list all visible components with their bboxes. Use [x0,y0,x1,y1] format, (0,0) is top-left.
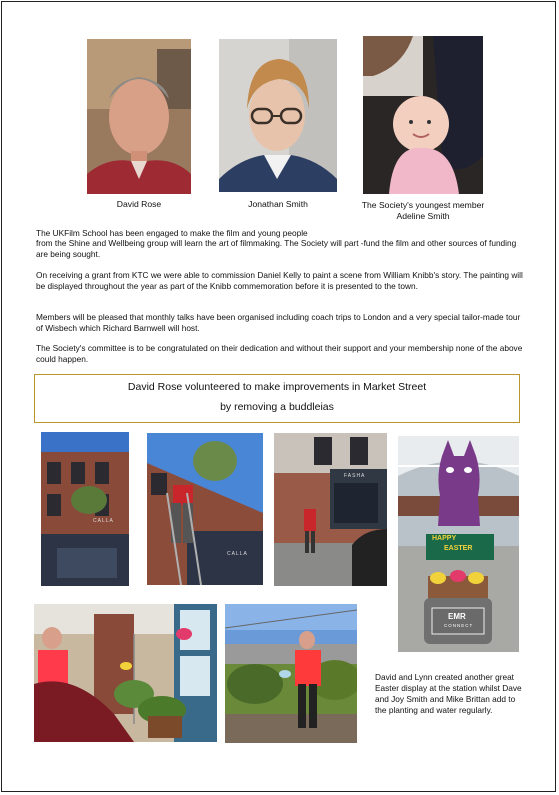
caption-david-rose: David Rose [116,199,162,209]
portrait-adeline-smith [363,36,483,194]
paragraph-committee: The Society's committee is to be congratulated on their dedication and without their support and your membership none of the above could happen. [36,343,523,364]
photo-volunteer-on-ladder [147,433,263,585]
paragraph-painting: On receiving a grant from KTC we were able to commission Daniel Kelly to paint a scene from William Knibb's story. The painting will be displayed throughout the year as part of the Knibb commemoration before it is presented to the town. [36,270,523,291]
portrait-jonathan-smith [219,39,337,192]
shop-sign-text-3: FASHA [344,473,366,479]
caption-adeline-line2: Adeline Smith [396,211,450,221]
planter-label: EMR [448,612,466,621]
paragraph-film-intro: The UKFilm School has been engaged to make the film and young people [36,228,308,238]
photo-station-easter-display [34,604,217,742]
paragraph-film-detail: from the Shine and Wellbeing group will learn the art of filmmaking. The Society will part -fund the film and other sources of funding are being sought. [36,238,517,259]
easter-sign-line1: HAPPY [432,535,457,542]
paragraph-talks: Members will be pleased that monthly talks have been organised including coach trips to London and a very special tailor-made tour of Wisbech which Richard Barnwell will host. [36,312,521,333]
caption-adeline-smith [356,200,490,222]
callout-line2: by removing a buddleias [220,401,334,413]
photo-easter-statue [398,436,519,652]
callout-line1: David Rose volunteered to make improvements in Market Street [127,381,427,393]
caption-adeline-line1: The Society's youngest member [361,200,485,210]
side-caption-easter-display: David and Lynn created another great Easter display at the station whilst Dave and Joy Smith and Mike Brittan add to the planting and water regularly. [375,672,522,715]
caption-jonathan-smith: Jonathan Smith [248,199,308,209]
photo-market-street-shopfront [274,433,387,586]
shop-sign-text-2: CALLA [227,551,248,557]
easter-sign-line2: EASTER [444,545,473,552]
shop-sign-text-1: CALLA [93,518,114,524]
planter-sub-label: CONNECT [444,623,474,628]
callout-box [34,374,520,423]
photo-gardening-volunteer [225,604,357,743]
portrait-david-rose [87,39,191,194]
photo-market-street-building [41,432,129,586]
